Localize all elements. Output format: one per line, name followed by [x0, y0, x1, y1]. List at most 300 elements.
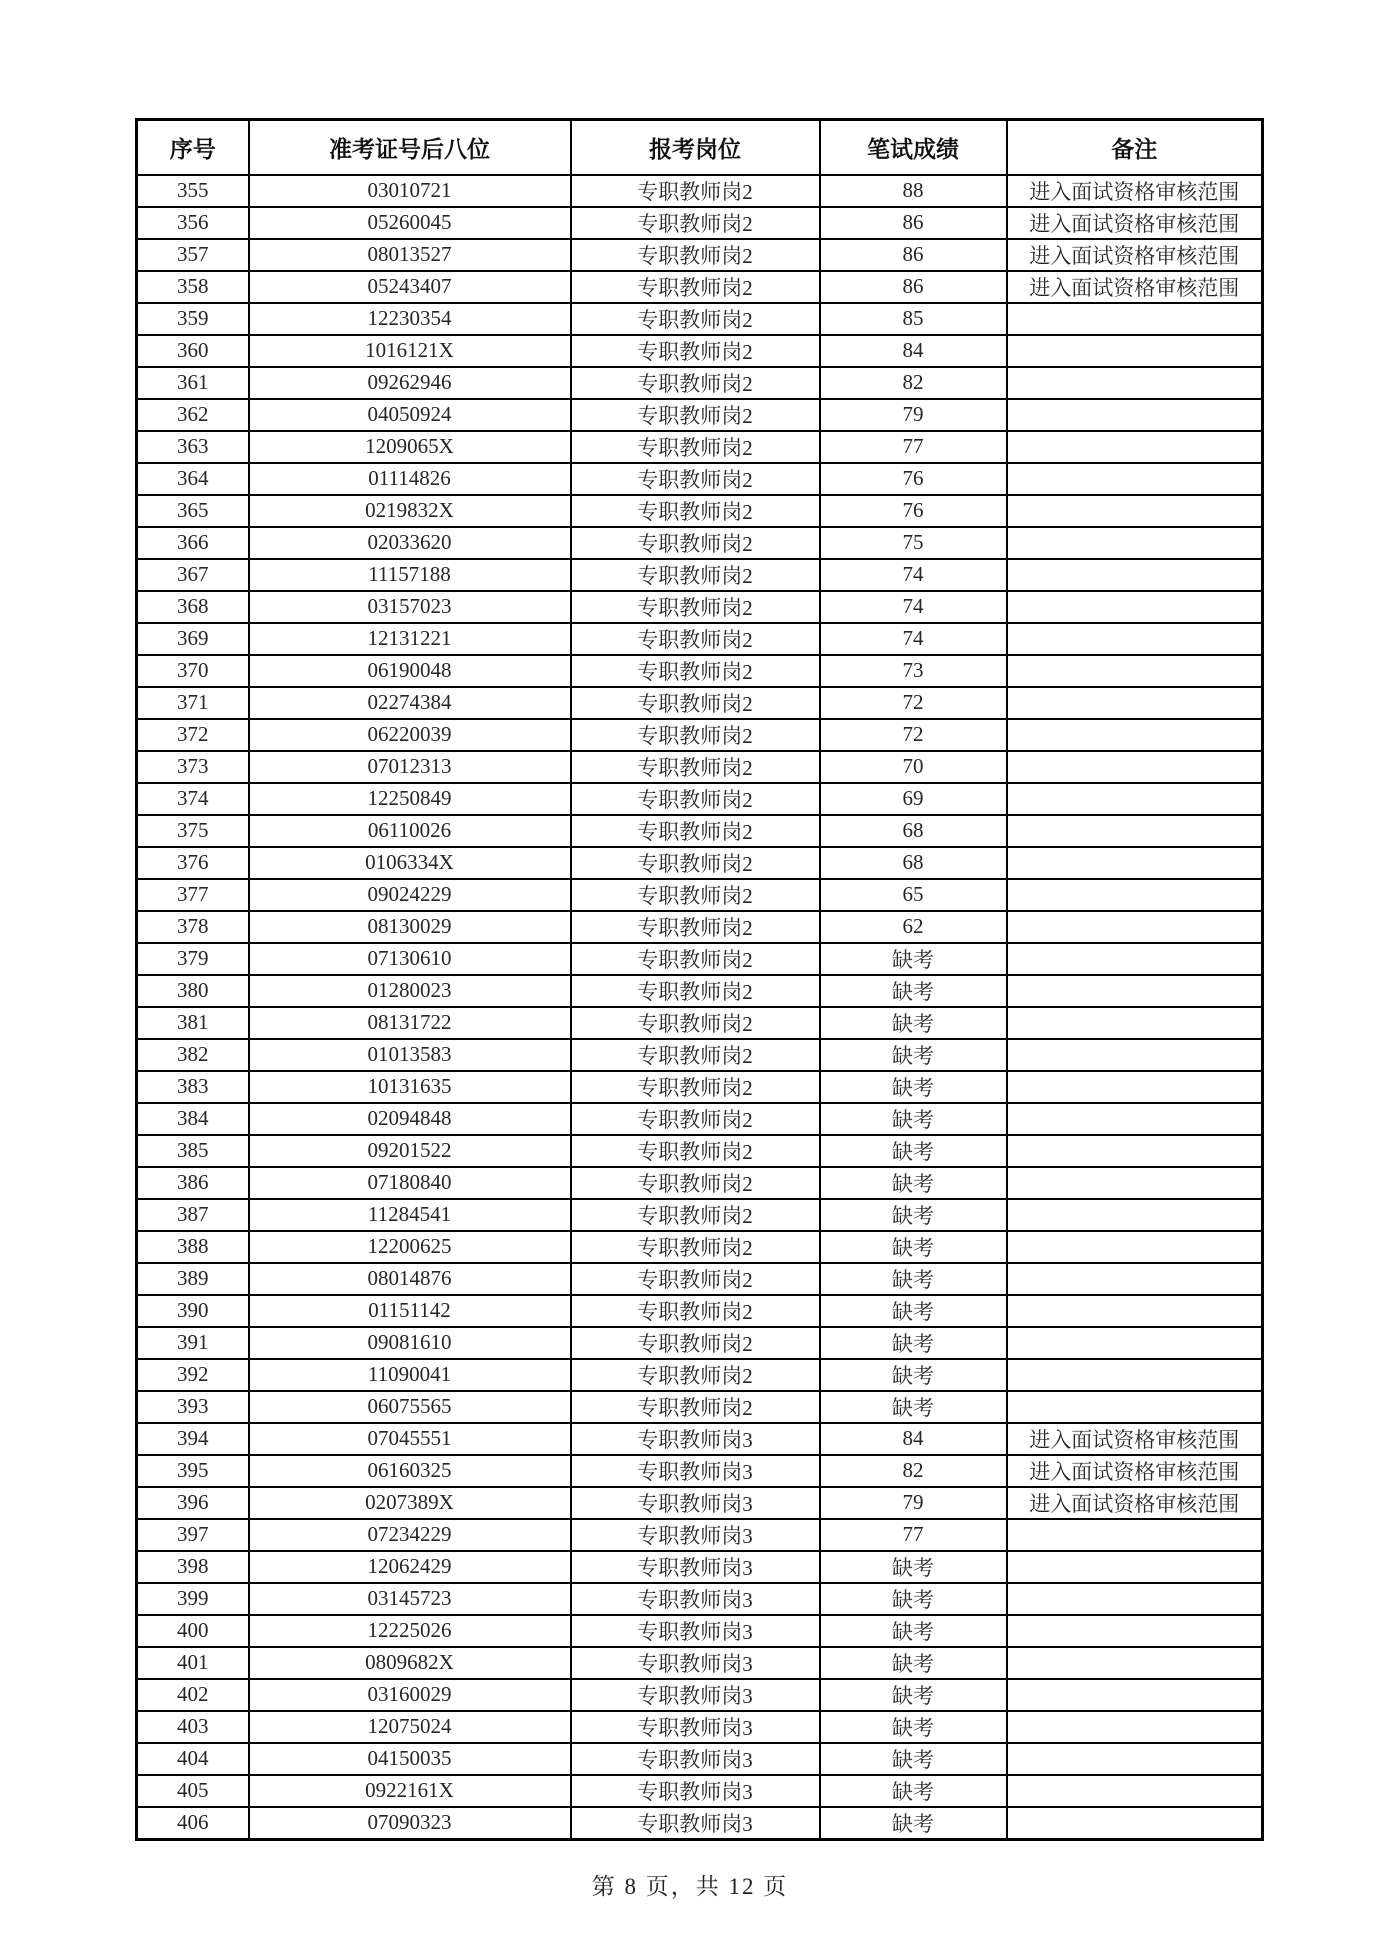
- remark-cell: [1007, 1007, 1263, 1039]
- ticket-number-cell: 09262946: [249, 367, 571, 399]
- remark-cell: [1007, 1167, 1263, 1199]
- table-row: [137, 623, 1263, 655]
- table-row: [137, 1519, 1263, 1551]
- remark-cell: [1007, 1647, 1263, 1679]
- written-score-cell: 72: [820, 719, 1007, 751]
- serial-number-cell: 406: [137, 1807, 249, 1840]
- serial-number-cell: 372: [137, 719, 249, 751]
- ticket-number-cell: 0207389X: [249, 1487, 571, 1519]
- position-cell: 专职教师岗2: [571, 367, 820, 399]
- serial-number-cell: 402: [137, 1679, 249, 1711]
- table-row: [137, 1807, 1263, 1840]
- serial-number-cell: 399: [137, 1583, 249, 1615]
- table-row: [137, 1455, 1263, 1487]
- written-score-cell: 缺考: [820, 1807, 1007, 1840]
- remark-cell: [1007, 623, 1263, 655]
- serial-number-cell: 403: [137, 1711, 249, 1743]
- written-score-cell: 86: [820, 271, 1007, 303]
- header-ticket-number: 准考证号后八位: [249, 120, 571, 175]
- position-cell: 专职教师岗2: [571, 1231, 820, 1263]
- ticket-number-cell: 04150035: [249, 1743, 571, 1775]
- position-cell: 专职教师岗2: [571, 655, 820, 687]
- remark-cell: [1007, 527, 1263, 559]
- header-remark: 备注: [1007, 120, 1263, 175]
- serial-number-cell: 356: [137, 207, 249, 239]
- remark-cell: [1007, 1679, 1263, 1711]
- written-score-cell: 缺考: [820, 1071, 1007, 1103]
- written-score-cell: 76: [820, 495, 1007, 527]
- ticket-number-cell: 0219832X: [249, 495, 571, 527]
- remark-cell: 进入面试资格审核范围: [1007, 175, 1263, 207]
- ticket-number-cell: 07012313: [249, 751, 571, 783]
- serial-number-cell: 398: [137, 1551, 249, 1583]
- remark-cell: [1007, 975, 1263, 1007]
- remark-cell: [1007, 1103, 1263, 1135]
- serial-number-cell: 366: [137, 527, 249, 559]
- serial-number-cell: 380: [137, 975, 249, 1007]
- ticket-number-cell: 01280023: [249, 975, 571, 1007]
- remark-cell: [1007, 1263, 1263, 1295]
- remark-cell: 进入面试资格审核范围: [1007, 207, 1263, 239]
- ticket-number-cell: 08013527: [249, 239, 571, 271]
- table-row: [137, 1359, 1263, 1391]
- position-cell: 专职教师岗2: [571, 1007, 820, 1039]
- table-row: [137, 975, 1263, 1007]
- written-score-cell: 69: [820, 783, 1007, 815]
- position-cell: 专职教师岗2: [571, 911, 820, 943]
- ticket-number-cell: 01151142: [249, 1295, 571, 1327]
- remark-cell: [1007, 335, 1263, 367]
- written-score-cell: 77: [820, 1519, 1007, 1551]
- position-cell: 专职教师岗2: [571, 847, 820, 879]
- serial-number-cell: 397: [137, 1519, 249, 1551]
- ticket-number-cell: 06190048: [249, 655, 571, 687]
- written-score-cell: 86: [820, 207, 1007, 239]
- remark-cell: [1007, 751, 1263, 783]
- written-score-cell: 72: [820, 687, 1007, 719]
- written-score-cell: 缺考: [820, 1743, 1007, 1775]
- written-score-cell: 76: [820, 463, 1007, 495]
- ticket-number-cell: 06110026: [249, 815, 571, 847]
- position-cell: 专职教师岗3: [571, 1647, 820, 1679]
- written-score-cell: 82: [820, 367, 1007, 399]
- ticket-number-cell: 05243407: [249, 271, 571, 303]
- written-score-cell: 缺考: [820, 1391, 1007, 1423]
- position-cell: 专职教师岗2: [571, 527, 820, 559]
- written-score-cell: 86: [820, 239, 1007, 271]
- written-score-cell: 缺考: [820, 1583, 1007, 1615]
- remark-cell: [1007, 1519, 1263, 1551]
- serial-number-cell: 370: [137, 655, 249, 687]
- remark-cell: [1007, 943, 1263, 975]
- written-score-cell: 77: [820, 431, 1007, 463]
- position-cell: 专职教师岗2: [571, 1295, 820, 1327]
- ticket-number-cell: 06075565: [249, 1391, 571, 1423]
- position-cell: 专职教师岗2: [571, 591, 820, 623]
- position-cell: 专职教师岗3: [571, 1807, 820, 1840]
- serial-number-cell: 400: [137, 1615, 249, 1647]
- serial-number-cell: 388: [137, 1231, 249, 1263]
- remark-cell: [1007, 719, 1263, 751]
- position-cell: 专职教师岗3: [571, 1679, 820, 1711]
- table-header: [137, 120, 1263, 175]
- written-score-cell: 65: [820, 879, 1007, 911]
- written-score-cell: 缺考: [820, 943, 1007, 975]
- remark-cell: [1007, 591, 1263, 623]
- remark-cell: [1007, 367, 1263, 399]
- position-cell: 专职教师岗2: [571, 815, 820, 847]
- header-serial-number: 序号: [137, 120, 249, 175]
- table-row: [137, 399, 1263, 431]
- ticket-number-cell: 03157023: [249, 591, 571, 623]
- serial-number-cell: 393: [137, 1391, 249, 1423]
- ticket-number-cell: 01114826: [249, 463, 571, 495]
- remark-cell: [1007, 303, 1263, 335]
- written-score-cell: 88: [820, 175, 1007, 207]
- ticket-number-cell: 09081610: [249, 1327, 571, 1359]
- table-row: [137, 1551, 1263, 1583]
- remark-cell: [1007, 911, 1263, 943]
- serial-number-cell: 355: [137, 175, 249, 207]
- table-row: [137, 207, 1263, 239]
- serial-number-cell: 405: [137, 1775, 249, 1807]
- position-cell: 专职教师岗2: [571, 463, 820, 495]
- position-cell: 专职教师岗2: [571, 207, 820, 239]
- table-row: [137, 687, 1263, 719]
- position-cell: 专职教师岗2: [571, 559, 820, 591]
- position-cell: 专职教师岗2: [571, 335, 820, 367]
- serial-number-cell: 360: [137, 335, 249, 367]
- serial-number-cell: 377: [137, 879, 249, 911]
- ticket-number-cell: 12230354: [249, 303, 571, 335]
- remark-cell: [1007, 1039, 1263, 1071]
- serial-number-cell: 378: [137, 911, 249, 943]
- ticket-number-cell: 08014876: [249, 1263, 571, 1295]
- written-score-cell: 缺考: [820, 1199, 1007, 1231]
- serial-number-cell: 391: [137, 1327, 249, 1359]
- serial-number-cell: 404: [137, 1743, 249, 1775]
- serial-number-cell: 395: [137, 1455, 249, 1487]
- table-row: [137, 303, 1263, 335]
- table-row: [137, 1743, 1263, 1775]
- ticket-number-cell: 0922161X: [249, 1775, 571, 1807]
- written-score-cell: 缺考: [820, 1007, 1007, 1039]
- ticket-number-cell: 12250849: [249, 783, 571, 815]
- written-score-cell: 缺考: [820, 1103, 1007, 1135]
- position-cell: 专职教师岗2: [571, 1167, 820, 1199]
- table-body: [137, 175, 1263, 1840]
- serial-number-cell: 396: [137, 1487, 249, 1519]
- written-score-cell: 缺考: [820, 1775, 1007, 1807]
- table-row: [137, 335, 1263, 367]
- remark-cell: [1007, 879, 1263, 911]
- written-score-cell: 84: [820, 335, 1007, 367]
- position-cell: 专职教师岗2: [571, 1103, 820, 1135]
- written-score-cell: 缺考: [820, 1711, 1007, 1743]
- table-row: [137, 1199, 1263, 1231]
- remark-cell: [1007, 431, 1263, 463]
- table-row: [137, 1231, 1263, 1263]
- written-score-cell: 74: [820, 559, 1007, 591]
- table-row: [137, 1647, 1263, 1679]
- ticket-number-cell: 12225026: [249, 1615, 571, 1647]
- position-cell: 专职教师岗2: [571, 1359, 820, 1391]
- table-row: [137, 175, 1263, 207]
- ticket-number-cell: 06220039: [249, 719, 571, 751]
- remark-cell: [1007, 463, 1263, 495]
- serial-number-cell: 389: [137, 1263, 249, 1295]
- ticket-number-cell: 07180840: [249, 1167, 571, 1199]
- table-row: [137, 1263, 1263, 1295]
- ticket-number-cell: 02274384: [249, 687, 571, 719]
- written-score-cell: 68: [820, 815, 1007, 847]
- table-row: [137, 1615, 1263, 1647]
- ticket-number-cell: 08131722: [249, 1007, 571, 1039]
- serial-number-cell: 361: [137, 367, 249, 399]
- header-written-score: 笔试成绩: [820, 120, 1007, 175]
- position-cell: 专职教师岗2: [571, 879, 820, 911]
- serial-number-cell: 371: [137, 687, 249, 719]
- written-score-cell: 缺考: [820, 1647, 1007, 1679]
- written-exam-score-table: [135, 118, 1264, 1841]
- written-score-cell: 缺考: [820, 1295, 1007, 1327]
- remark-cell: [1007, 559, 1263, 591]
- remark-cell: [1007, 1391, 1263, 1423]
- table-row: [137, 1135, 1263, 1167]
- written-score-cell: 缺考: [820, 1679, 1007, 1711]
- written-score-cell: 85: [820, 303, 1007, 335]
- serial-number-cell: 369: [137, 623, 249, 655]
- serial-number-cell: 384: [137, 1103, 249, 1135]
- ticket-number-cell: 02033620: [249, 527, 571, 559]
- serial-number-cell: 394: [137, 1423, 249, 1455]
- table-header-row: [137, 120, 1263, 175]
- remark-cell: [1007, 1551, 1263, 1583]
- written-score-cell: 缺考: [820, 1167, 1007, 1199]
- table-row: [137, 783, 1263, 815]
- serial-number-cell: 381: [137, 1007, 249, 1039]
- remark-cell: [1007, 687, 1263, 719]
- table-row: [137, 463, 1263, 495]
- remark-cell: 进入面试资格审核范围: [1007, 271, 1263, 303]
- written-score-cell: 79: [820, 399, 1007, 431]
- remark-cell: [1007, 1615, 1263, 1647]
- serial-number-cell: 358: [137, 271, 249, 303]
- remark-cell: [1007, 1071, 1263, 1103]
- ticket-number-cell: 08130029: [249, 911, 571, 943]
- table-row: [137, 1295, 1263, 1327]
- table-row: [137, 847, 1263, 879]
- remark-cell: [1007, 399, 1263, 431]
- ticket-number-cell: 11157188: [249, 559, 571, 591]
- remark-cell: [1007, 1359, 1263, 1391]
- position-cell: 专职教师岗3: [571, 1583, 820, 1615]
- position-cell: 专职教师岗2: [571, 271, 820, 303]
- serial-number-cell: 359: [137, 303, 249, 335]
- position-cell: 专职教师岗3: [571, 1455, 820, 1487]
- position-cell: 专职教师岗2: [571, 303, 820, 335]
- remark-cell: [1007, 655, 1263, 687]
- table-row: [137, 431, 1263, 463]
- position-cell: 专职教师岗2: [571, 1263, 820, 1295]
- ticket-number-cell: 09201522: [249, 1135, 571, 1167]
- serial-number-cell: 387: [137, 1199, 249, 1231]
- ticket-number-cell: 07130610: [249, 943, 571, 975]
- position-cell: 专职教师岗2: [571, 719, 820, 751]
- table-row: [137, 591, 1263, 623]
- written-score-cell: 75: [820, 527, 1007, 559]
- table-row: [137, 527, 1263, 559]
- written-score-cell: 缺考: [820, 1231, 1007, 1263]
- written-score-cell: 缺考: [820, 1039, 1007, 1071]
- table-row: [137, 1679, 1263, 1711]
- ticket-number-cell: 1016121X: [249, 335, 571, 367]
- position-cell: 专职教师岗2: [571, 751, 820, 783]
- table-row: [137, 271, 1263, 303]
- remark-cell: [1007, 815, 1263, 847]
- ticket-number-cell: 05260045: [249, 207, 571, 239]
- remark-cell: 进入面试资格审核范围: [1007, 239, 1263, 271]
- ticket-number-cell: 12131221: [249, 623, 571, 655]
- ticket-number-cell: 12062429: [249, 1551, 571, 1583]
- serial-number-cell: 385: [137, 1135, 249, 1167]
- ticket-number-cell: 10131635: [249, 1071, 571, 1103]
- remark-cell: [1007, 1775, 1263, 1807]
- table-row: [137, 943, 1263, 975]
- position-cell: 专职教师岗3: [571, 1743, 820, 1775]
- position-cell: 专职教师岗2: [571, 783, 820, 815]
- serial-number-cell: 401: [137, 1647, 249, 1679]
- ticket-number-cell: 0809682X: [249, 1647, 571, 1679]
- remark-cell: [1007, 495, 1263, 527]
- table-row: [137, 815, 1263, 847]
- table-row: [137, 719, 1263, 751]
- table-row: [137, 1039, 1263, 1071]
- position-cell: 专职教师岗3: [571, 1519, 820, 1551]
- ticket-number-cell: 12075024: [249, 1711, 571, 1743]
- position-cell: 专职教师岗2: [571, 495, 820, 527]
- written-score-cell: 73: [820, 655, 1007, 687]
- position-cell: 专职教师岗2: [571, 175, 820, 207]
- remark-cell: [1007, 1711, 1263, 1743]
- position-cell: 专职教师岗3: [571, 1487, 820, 1519]
- ticket-number-cell: 06160325: [249, 1455, 571, 1487]
- written-score-cell: 74: [820, 623, 1007, 655]
- table-row: [137, 1423, 1263, 1455]
- written-score-cell: 79: [820, 1487, 1007, 1519]
- table-row: [137, 1711, 1263, 1743]
- position-cell: 专职教师岗2: [571, 943, 820, 975]
- ticket-number-cell: 12200625: [249, 1231, 571, 1263]
- header-position: 报考岗位: [571, 120, 820, 175]
- serial-number-cell: 367: [137, 559, 249, 591]
- serial-number-cell: 373: [137, 751, 249, 783]
- ticket-number-cell: 07090323: [249, 1807, 571, 1840]
- remark-cell: [1007, 1295, 1263, 1327]
- serial-number-cell: 383: [137, 1071, 249, 1103]
- serial-number-cell: 376: [137, 847, 249, 879]
- position-cell: 专职教师岗2: [571, 399, 820, 431]
- table-row: [137, 1775, 1263, 1807]
- position-cell: 专职教师岗2: [571, 1071, 820, 1103]
- serial-number-cell: 390: [137, 1295, 249, 1327]
- page-footer: 第 8 页，共 12 页: [591, 1874, 789, 1899]
- written-score-cell: 缺考: [820, 975, 1007, 1007]
- table-row: [137, 495, 1263, 527]
- position-cell: 专职教师岗2: [571, 1039, 820, 1071]
- ticket-number-cell: 1209065X: [249, 431, 571, 463]
- written-score-cell: 62: [820, 911, 1007, 943]
- table-row: [137, 879, 1263, 911]
- position-cell: 专职教师岗2: [571, 623, 820, 655]
- remark-cell: [1007, 1743, 1263, 1775]
- serial-number-cell: 368: [137, 591, 249, 623]
- written-score-cell: 缺考: [820, 1263, 1007, 1295]
- written-score-cell: 70: [820, 751, 1007, 783]
- table-row: [137, 1007, 1263, 1039]
- serial-number-cell: 357: [137, 239, 249, 271]
- remark-cell: 进入面试资格审核范围: [1007, 1455, 1263, 1487]
- remark-cell: [1007, 1135, 1263, 1167]
- remark-cell: [1007, 847, 1263, 879]
- ticket-number-cell: 0106334X: [249, 847, 571, 879]
- table-row: [137, 911, 1263, 943]
- ticket-number-cell: 11090041: [249, 1359, 571, 1391]
- remark-cell: [1007, 1583, 1263, 1615]
- position-cell: 专职教师岗2: [571, 687, 820, 719]
- remark-cell: [1007, 1807, 1263, 1840]
- serial-number-cell: 362: [137, 399, 249, 431]
- written-score-cell: 74: [820, 591, 1007, 623]
- table-row: [137, 655, 1263, 687]
- table-row: [137, 1071, 1263, 1103]
- table-row: [137, 239, 1263, 271]
- table-row: [137, 1167, 1263, 1199]
- table-row: [137, 1583, 1263, 1615]
- table-row: [137, 367, 1263, 399]
- position-cell: 专职教师岗3: [571, 1615, 820, 1647]
- ticket-number-cell: 03010721: [249, 175, 571, 207]
- ticket-number-cell: 04050924: [249, 399, 571, 431]
- table-row: [137, 1487, 1263, 1519]
- remark-cell: [1007, 1327, 1263, 1359]
- remark-cell: 进入面试资格审核范围: [1007, 1423, 1263, 1455]
- position-cell: 专职教师岗2: [571, 1391, 820, 1423]
- position-cell: 专职教师岗2: [571, 239, 820, 271]
- remark-cell: [1007, 1231, 1263, 1263]
- table-row: [137, 559, 1263, 591]
- ticket-number-cell: 03160029: [249, 1679, 571, 1711]
- position-cell: 专职教师岗2: [571, 1327, 820, 1359]
- position-cell: 专职教师岗2: [571, 1135, 820, 1167]
- ticket-number-cell: 11284541: [249, 1199, 571, 1231]
- ticket-number-cell: 09024229: [249, 879, 571, 911]
- ticket-number-cell: 01013583: [249, 1039, 571, 1071]
- ticket-number-cell: 02094848: [249, 1103, 571, 1135]
- table-row: [137, 1103, 1263, 1135]
- serial-number-cell: 392: [137, 1359, 249, 1391]
- written-score-cell: 84: [820, 1423, 1007, 1455]
- serial-number-cell: 374: [137, 783, 249, 815]
- serial-number-cell: 365: [137, 495, 249, 527]
- serial-number-cell: 382: [137, 1039, 249, 1071]
- written-score-cell: 缺考: [820, 1615, 1007, 1647]
- remark-cell: [1007, 783, 1263, 815]
- position-cell: 专职教师岗3: [571, 1775, 820, 1807]
- written-score-cell: 缺考: [820, 1551, 1007, 1583]
- ticket-number-cell: 07234229: [249, 1519, 571, 1551]
- serial-number-cell: 364: [137, 463, 249, 495]
